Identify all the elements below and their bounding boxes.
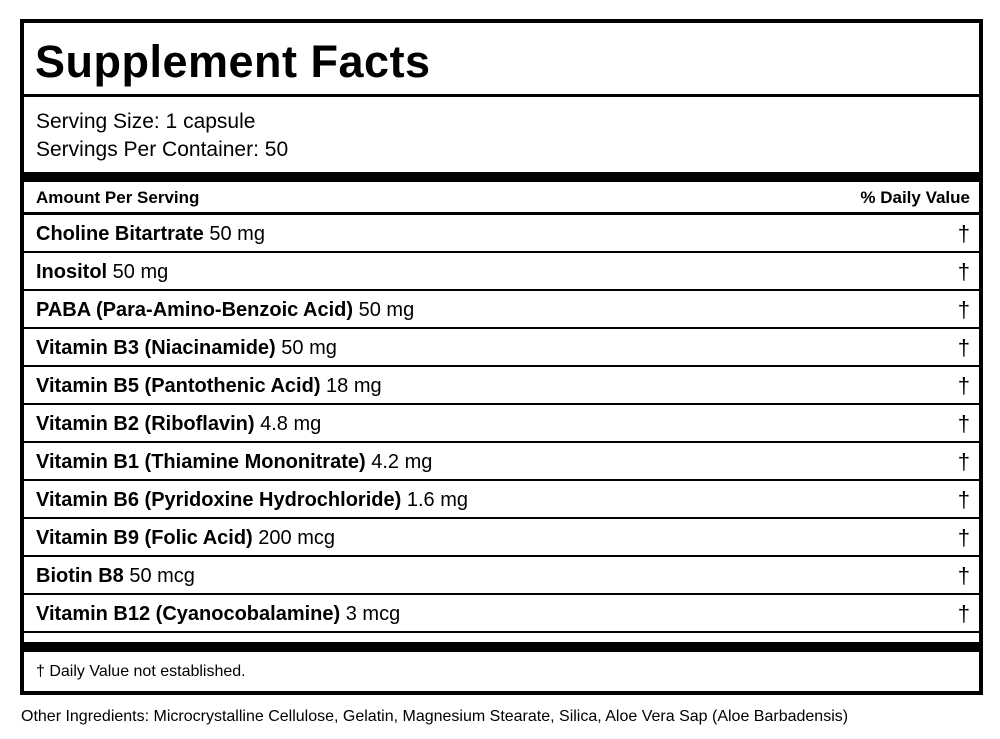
nutrient-amount: 50 mcg [129,565,195,587]
nutrient-name: Vitamin B1 (Thiamine Mononitrate) [36,451,366,473]
serving-size: Serving Size: 1 capsule [36,110,256,133]
nutrient-amount: 50 mg [112,261,169,283]
nutrient-name: PABA (Para-Amino-Benzoic Acid) [36,299,354,321]
nutrient-row [24,215,979,253]
nutrient-amount: 50 mg [358,299,415,321]
label-title-section [24,23,979,97]
nutrient-daily-value: † [957,449,970,474]
supplement-facts-label [20,19,983,695]
nutrient-row [24,329,979,367]
nutrient-table-header [24,182,979,215]
nutrient-name: Biotin B8 [36,565,124,587]
nutrient-daily-value: † [957,563,970,588]
nutrient-amount: 18 mg [326,375,382,397]
nutrient-amount: 4.8 mg [260,413,322,435]
nutrient-amount: 1.6 mg [406,489,468,511]
thick-divider-bottom [24,642,979,652]
nutrient-amount: 3 mcg [345,603,401,625]
nutrient-name: Vitamin B5 (Pantothenic Acid) [36,375,321,397]
daily-value-footnote: † Daily Value not established. [36,663,246,680]
label-title: Supplement Facts [35,36,431,87]
nutrient-name: Vitamin B6 (Pyridoxine Hydrochloride) [36,489,402,511]
nutrient-row [24,519,979,557]
nutrient-amount: 200 mcg [258,527,335,549]
nutrient-row [24,595,979,633]
nutrient-row [24,481,979,519]
nutrient-row [24,557,979,595]
nutrient-row [24,405,979,443]
nutrient-daily-value: † [957,601,970,626]
nutrient-name: Vitamin B9 (Folic Acid) [36,527,253,549]
serving-info [24,97,979,172]
nutrient-row [24,291,979,329]
other-ingredients: Other Ingredients: Microcrystalline Cellulose, Gelatin, Magnesium Stearate, Silica, Aloe Vera Sap (Aloe Barbadensis) [21,708,849,725]
amount-per-serving-header: Amount Per Serving [36,188,200,207]
nutrient-daily-value: † [957,259,970,284]
servings-per-container: Servings Per Container: 50 [36,138,289,161]
nutrient-name: Vitamin B12 (Cyanocobalamine) [36,603,341,625]
nutrient-daily-value: † [957,487,970,512]
nutrient-daily-value: † [957,525,970,550]
nutrient-amount: 4.2 mg [371,451,433,473]
daily-value-header: % Daily Value [860,188,970,207]
nutrient-row [24,253,979,291]
nutrient-name: Inositol [36,261,108,283]
nutrient-name: Vitamin B3 (Niacinamide) [36,337,276,359]
nutrient-daily-value: † [957,373,970,398]
nutrient-amount: 50 mg [281,337,337,359]
nutrient-daily-value: † [957,297,970,322]
nutrient-name: Vitamin B2 (Riboflavin) [36,413,255,435]
nutrient-name: Choline Bitartrate [36,223,204,245]
nutrient-daily-value: † [957,411,970,436]
nutrient-amount: 50 mg [209,223,265,245]
nutrient-daily-value: † [957,221,970,246]
nutrient-row [24,443,979,481]
nutrient-daily-value: † [957,335,970,360]
nutrient-list [24,215,979,633]
nutrient-row [24,367,979,405]
thick-divider-top [24,172,979,182]
